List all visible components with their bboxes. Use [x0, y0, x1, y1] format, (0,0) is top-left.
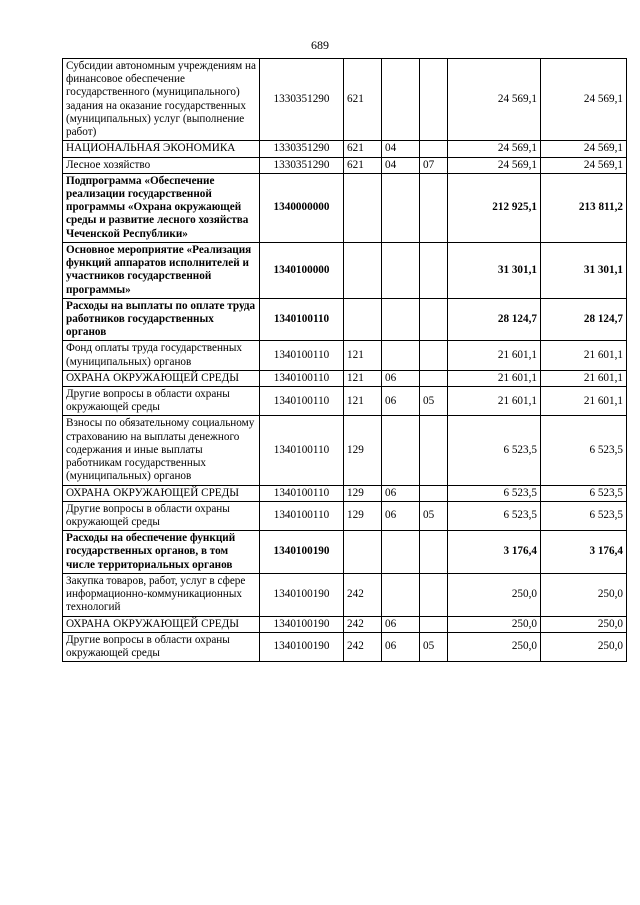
- row-amount-year2-cell: 24 569,1: [541, 59, 627, 141]
- row-code-cell: 1340100110: [260, 370, 344, 386]
- row-amount-year1-cell: 31 301,1: [448, 242, 541, 298]
- row-subsection-cell: [420, 485, 448, 501]
- row-amount-year2-cell: 28 124,7: [541, 298, 627, 341]
- row-amount-year2-cell: 6 523,5: [541, 485, 627, 501]
- row-expense-type-cell: 242: [344, 632, 382, 661]
- row-code-cell: 1340100110: [260, 501, 344, 530]
- row-code-cell: 1340100110: [260, 416, 344, 485]
- row-name-cell: Другие вопросы в области охраны окружающей среды: [63, 387, 260, 416]
- row-subsection-cell: [420, 173, 448, 242]
- row-name-cell: Субсидии автономным учреждениям на финансовое обеспечение государственного (муниципального) задания на оказание государственных (муниципальных) услуг (выполнение работ): [63, 59, 260, 141]
- row-code-cell: 1330351290: [260, 59, 344, 141]
- row-expense-type-cell: [344, 242, 382, 298]
- table-row: [63, 59, 627, 141]
- table-row: [63, 573, 627, 616]
- row-name-cell: Лесное хозяйство: [63, 157, 260, 173]
- row-subsection-cell: [420, 370, 448, 386]
- row-amount-year2-cell: 250,0: [541, 632, 627, 661]
- row-amount-year2-cell: 6 523,5: [541, 416, 627, 485]
- row-expense-type-cell: [344, 298, 382, 341]
- row-code-cell: 1340100190: [260, 616, 344, 632]
- row-amount-year2-cell: 250,0: [541, 573, 627, 616]
- table-row: [63, 632, 627, 661]
- row-subsection-cell: [420, 242, 448, 298]
- row-name-cell: Основное мероприятие «Реализация функций аппаратов исполнителей и участников государственной программы»: [63, 242, 260, 298]
- row-amount-year1-cell: 28 124,7: [448, 298, 541, 341]
- row-amount-year2-cell: 250,0: [541, 616, 627, 632]
- table-row: [63, 416, 627, 485]
- table-row: [63, 370, 627, 386]
- table-row: [63, 157, 627, 173]
- row-amount-year1-cell: 6 523,5: [448, 501, 541, 530]
- row-expense-type-cell: [344, 531, 382, 574]
- row-code-cell: 1340100110: [260, 387, 344, 416]
- page-number: 689: [311, 38, 329, 52]
- row-section-cell: [382, 242, 420, 298]
- row-amount-year1-cell: 250,0: [448, 616, 541, 632]
- budget-table: [62, 58, 627, 662]
- row-amount-year2-cell: 24 569,1: [541, 157, 627, 173]
- row-expense-type-cell: 621: [344, 59, 382, 141]
- row-amount-year1-cell: 6 523,5: [448, 416, 541, 485]
- row-amount-year1-cell: 21 601,1: [448, 341, 541, 370]
- row-subsection-cell: 07: [420, 157, 448, 173]
- row-code-cell: 1330351290: [260, 141, 344, 157]
- row-name-cell: НАЦИОНАЛЬНАЯ ЭКОНОМИКА: [63, 141, 260, 157]
- row-section-cell: 06: [382, 387, 420, 416]
- row-amount-year1-cell: 212 925,1: [448, 173, 541, 242]
- row-subsection-cell: [420, 416, 448, 485]
- row-section-cell: 06: [382, 501, 420, 530]
- row-amount-year1-cell: 6 523,5: [448, 485, 541, 501]
- row-amount-year1-cell: 24 569,1: [448, 141, 541, 157]
- row-section-cell: 04: [382, 157, 420, 173]
- row-amount-year1-cell: 3 176,4: [448, 531, 541, 574]
- row-name-cell: Расходы на обеспечение функций государственных органов, в том числе территориальных органов: [63, 531, 260, 574]
- row-expense-type-cell: 621: [344, 157, 382, 173]
- row-amount-year2-cell: 21 601,1: [541, 341, 627, 370]
- row-section-cell: 06: [382, 485, 420, 501]
- row-code-cell: 1330351290: [260, 157, 344, 173]
- table-row: [63, 387, 627, 416]
- row-expense-type-cell: 121: [344, 387, 382, 416]
- row-code-cell: 1340100110: [260, 298, 344, 341]
- row-subsection-cell: [420, 59, 448, 141]
- row-expense-type-cell: 121: [344, 341, 382, 370]
- row-name-cell: Другие вопросы в области охраны окружающей среды: [63, 632, 260, 661]
- row-name-cell: Подпрограмма «Обеспечение реализации государственной программы «Охрана окружающей среды и развитие лесного хозяйства Чеченской Республики»: [63, 173, 260, 242]
- row-section-cell: [382, 531, 420, 574]
- table-row: [63, 485, 627, 501]
- table-row: [63, 141, 627, 157]
- row-section-cell: 06: [382, 370, 420, 386]
- row-amount-year1-cell: 250,0: [448, 573, 541, 616]
- table-row: [63, 242, 627, 298]
- table-row: [63, 531, 627, 574]
- row-amount-year2-cell: 21 601,1: [541, 387, 627, 416]
- row-name-cell: ОХРАНА ОКРУЖАЮЩЕЙ СРЕДЫ: [63, 370, 260, 386]
- table-row: [63, 501, 627, 530]
- row-section-cell: [382, 573, 420, 616]
- row-name-cell: Закупка товаров, работ, услуг в сфере информационно-коммуникационных технологий: [63, 573, 260, 616]
- row-amount-year2-cell: 21 601,1: [541, 370, 627, 386]
- row-subsection-cell: [420, 341, 448, 370]
- row-amount-year1-cell: 21 601,1: [448, 387, 541, 416]
- row-code-cell: 1340100110: [260, 485, 344, 501]
- row-subsection-cell: [420, 141, 448, 157]
- row-section-cell: [382, 173, 420, 242]
- row-section-cell: 06: [382, 616, 420, 632]
- row-name-cell: ОХРАНА ОКРУЖАЮЩЕЙ СРЕДЫ: [63, 485, 260, 501]
- table-row: [63, 298, 627, 341]
- row-expense-type-cell: 121: [344, 370, 382, 386]
- row-name-cell: Другие вопросы в области охраны окружающей среды: [63, 501, 260, 530]
- row-amount-year1-cell: 24 569,1: [448, 157, 541, 173]
- row-amount-year2-cell: 213 811,2: [541, 173, 627, 242]
- row-section-cell: [382, 341, 420, 370]
- row-expense-type-cell: 621: [344, 141, 382, 157]
- row-expense-type-cell: 129: [344, 485, 382, 501]
- row-amount-year1-cell: 24 569,1: [448, 59, 541, 141]
- row-name-cell: ОХРАНА ОКРУЖАЮЩЕЙ СРЕДЫ: [63, 616, 260, 632]
- row-expense-type-cell: 129: [344, 501, 382, 530]
- row-amount-year1-cell: 250,0: [448, 632, 541, 661]
- row-section-cell: [382, 416, 420, 485]
- row-code-cell: 1340000000: [260, 173, 344, 242]
- row-amount-year2-cell: 6 523,5: [541, 501, 627, 530]
- table-row: [63, 616, 627, 632]
- row-expense-type-cell: 129: [344, 416, 382, 485]
- row-subsection-cell: 05: [420, 632, 448, 661]
- row-name-cell: Расходы на выплаты по оплате труда работников государственных органов: [63, 298, 260, 341]
- row-subsection-cell: [420, 616, 448, 632]
- row-section-cell: [382, 59, 420, 141]
- row-subsection-cell: 05: [420, 501, 448, 530]
- row-subsection-cell: 05: [420, 387, 448, 416]
- row-section-cell: [382, 298, 420, 341]
- row-name-cell: Взносы по обязательному социальному страхованию на выплаты денежного содержания и иные выплаты работникам государственных (муниципальных) органов: [63, 416, 260, 485]
- row-subsection-cell: [420, 573, 448, 616]
- row-code-cell: 1340100190: [260, 632, 344, 661]
- row-subsection-cell: [420, 531, 448, 574]
- table-row: [63, 173, 627, 242]
- row-code-cell: 1340100190: [260, 573, 344, 616]
- row-name-cell: Фонд оплаты труда государственных (муниципальных) органов: [63, 341, 260, 370]
- row-code-cell: 1340100000: [260, 242, 344, 298]
- row-expense-type-cell: [344, 173, 382, 242]
- row-amount-year2-cell: 31 301,1: [541, 242, 627, 298]
- row-amount-year1-cell: 21 601,1: [448, 370, 541, 386]
- row-section-cell: 06: [382, 632, 420, 661]
- row-expense-type-cell: 242: [344, 616, 382, 632]
- row-code-cell: 1340100110: [260, 341, 344, 370]
- table-row: [63, 341, 627, 370]
- row-section-cell: 04: [382, 141, 420, 157]
- row-expense-type-cell: 242: [344, 573, 382, 616]
- row-amount-year2-cell: 3 176,4: [541, 531, 627, 574]
- row-code-cell: 1340100190: [260, 531, 344, 574]
- row-subsection-cell: [420, 298, 448, 341]
- row-amount-year2-cell: 24 569,1: [541, 141, 627, 157]
